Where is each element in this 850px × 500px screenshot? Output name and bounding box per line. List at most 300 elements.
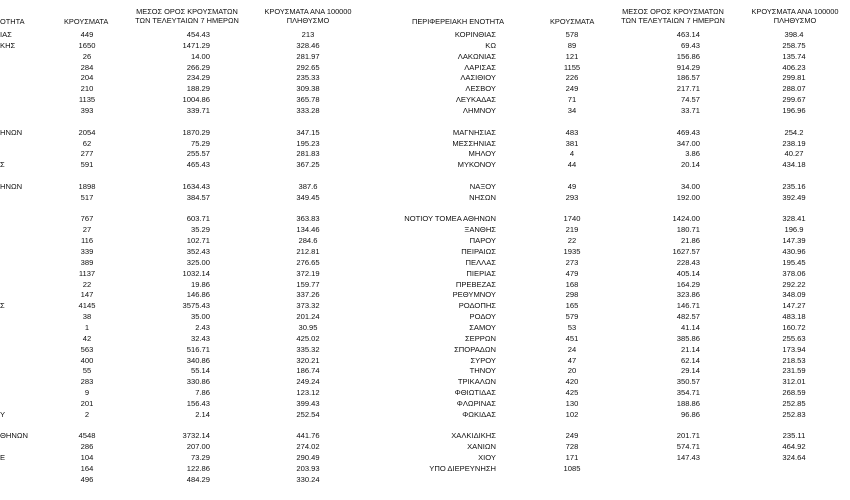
- per100k-cell: 281.97: [296, 51, 320, 61]
- per100k-cell: 292.22: [782, 279, 806, 289]
- avg-cell: 14.00: [190, 51, 210, 61]
- region-cell: ΣΥΡΟΥ: [470, 355, 496, 365]
- cases-cell: 591: [80, 160, 94, 170]
- cases-cell: 479: [565, 268, 579, 278]
- per100k-cell: 399.43: [296, 398, 320, 408]
- avg-cell: 156.43: [186, 398, 210, 408]
- cases-cell: 2054: [78, 127, 96, 137]
- cases-cell: 42: [82, 333, 92, 343]
- avg-cell: 180.71: [676, 225, 700, 235]
- region-cell: ΜΕΣΣΗΝΙΑΣ: [452, 138, 496, 148]
- cases-cell: 38: [82, 312, 92, 322]
- avg-cell: 454.43: [186, 30, 210, 39]
- avg-cell: 1627.57: [672, 247, 700, 256]
- cases-cell: 400: [80, 355, 94, 365]
- region-cell: ΧΑΛΚΙΔΙΚΗΣ: [451, 431, 496, 441]
- region-cell: Υ: [0, 409, 6, 419]
- cases-cell: 121: [565, 51, 579, 61]
- cases-cell: 165: [565, 301, 579, 311]
- region-cell: ΞΑΝΘΗΣ: [464, 225, 496, 235]
- per100k-cell: 406.23: [782, 62, 806, 72]
- region-cell: ΝΗΣΩΝ: [469, 192, 496, 202]
- per100k-cell: 218.53: [782, 355, 806, 365]
- per100k-cell: 312.01: [782, 377, 806, 387]
- region-cell: ΣΕΡΡΩΝ: [464, 333, 496, 343]
- avg-cell: 228.43: [676, 257, 700, 267]
- table-row: [0, 236, 850, 246]
- per100k-cell: 387.6: [298, 181, 318, 191]
- avg-cell: 1870.29: [182, 127, 210, 137]
- avg-cell: 75.29: [190, 138, 210, 148]
- per100k-cell: 249.24: [296, 377, 320, 387]
- per100k-cell: 299.67: [782, 95, 806, 105]
- avg-cell: 325.00: [186, 257, 210, 267]
- table-row: [0, 464, 850, 474]
- cases-cell: 62: [82, 138, 92, 148]
- avg-cell: 146.86: [186, 290, 210, 300]
- per100k-cell: 258.75: [782, 40, 806, 50]
- avg-cell: 484.29: [186, 474, 210, 484]
- per100k-cell: 212.81: [296, 247, 320, 256]
- avg-cell: 603.71: [186, 214, 210, 224]
- per100k-cell: 135.74: [782, 51, 806, 61]
- cases-cell: 1155: [563, 62, 581, 72]
- cases-cell: 767: [80, 214, 94, 224]
- avg-cell: 146.71: [676, 301, 700, 311]
- avg-cell: 201.71: [676, 431, 700, 441]
- table-row: [0, 128, 850, 138]
- avg-cell: 405.14: [676, 268, 700, 278]
- avg-cell: 34.00: [680, 181, 700, 191]
- avg-cell: 35.00: [190, 312, 210, 322]
- table-row: [0, 312, 850, 322]
- per100k-cell: 235.33: [296, 73, 320, 83]
- avg-cell: 186.57: [676, 73, 700, 83]
- per100k-cell: 252.85: [782, 398, 806, 408]
- per100k-cell: 434.18: [782, 160, 806, 170]
- avg-cell: 266.29: [186, 62, 210, 72]
- avg-cell: 164.29: [676, 279, 700, 289]
- per100k-cell: 254.2: [784, 127, 804, 137]
- avg-cell: 516.71: [186, 344, 210, 354]
- table-row: [0, 356, 850, 366]
- avg-cell: 385.86: [676, 333, 700, 343]
- cases-cell: 2: [84, 409, 90, 419]
- table-row: [0, 160, 850, 170]
- cases-cell: 1137: [78, 268, 96, 278]
- right-header-avg: ΜΕΣΟΣ ΟΡΟΣ ΚΡΟΥΣΜΑΤΩΝ ΤΩΝ ΤΕΛΕΥΤΑΙΩΝ 7 ΗΜΕΡΩΝ: [621, 7, 725, 25]
- left-header-region: ΟΤΗΤΑ: [0, 17, 25, 26]
- cases-cell: 226: [565, 73, 579, 83]
- table-row: [0, 258, 850, 268]
- table-row: [0, 52, 850, 62]
- cases-cell: 147: [80, 290, 94, 300]
- cases-cell: 420: [565, 377, 579, 387]
- region-cell: ΠΕΙΡΑΙΩΣ: [461, 247, 496, 256]
- per100k-cell: 333.28: [296, 105, 320, 115]
- table-row: [0, 139, 850, 149]
- per100k-cell: 201.24: [296, 312, 320, 322]
- per100k-cell: 337.26: [296, 290, 320, 300]
- table-row: [0, 377, 850, 387]
- per100k-cell: 309.38: [296, 84, 320, 94]
- table-row: [0, 280, 850, 290]
- cases-cell: 55: [82, 366, 92, 376]
- per100k-cell: 324.64: [782, 453, 806, 463]
- right-header-per100k: ΚΡΟΥΣΜΑΤΑ ΑΝΑ 100000 ΠΛΗΘΥΣΜΟ: [751, 7, 839, 25]
- table-row: [0, 431, 850, 441]
- cases-cell: 286: [80, 442, 94, 452]
- region-cell: ΥΠΟ ΔΙΕΡΕΥΝΗΣΗ: [429, 464, 496, 473]
- cases-cell: 171: [565, 453, 579, 463]
- region-cell: ΙΑΣ: [0, 30, 12, 39]
- table-row: [0, 106, 850, 116]
- cases-cell: 283: [80, 377, 94, 387]
- table-row: [0, 182, 850, 192]
- cases-cell: 102: [565, 409, 579, 419]
- avg-cell: 7.86: [195, 388, 210, 398]
- table-row: [0, 301, 850, 311]
- table-row: [0, 269, 850, 279]
- cases-cell: 4548: [78, 431, 96, 441]
- region-cell: Ε: [0, 453, 6, 463]
- per100k-cell: 430.96: [782, 247, 806, 256]
- table-row: [0, 323, 850, 333]
- region-cell: ΜΗΛΟΥ: [468, 149, 496, 159]
- left-header-per100k: ΚΡΟΥΣΜΑΤΑ ΑΝΑ 100000 ΠΛΗΘΥΣΜΟ: [264, 7, 352, 25]
- avg-cell: 19.86: [190, 279, 210, 289]
- avg-cell: 3575.43: [182, 301, 210, 311]
- avg-cell: 384.57: [186, 192, 210, 202]
- per100k-cell: 134.46: [296, 225, 320, 235]
- avg-cell: 188.29: [186, 84, 210, 94]
- per100k-cell: 196.96: [782, 105, 806, 115]
- region-cell: ΦΘΙΩΤΙΔΑΣ: [454, 388, 496, 398]
- region-cell: ΜΥΚΟΝΟΥ: [457, 160, 496, 170]
- avg-cell: 340.86: [186, 355, 210, 365]
- region-cell: ΚΗΣ: [0, 40, 16, 50]
- cases-cell: 168: [565, 279, 579, 289]
- table-row: [0, 388, 850, 398]
- cases-cell: 425: [565, 388, 579, 398]
- per100k-cell: 328.41: [782, 214, 806, 224]
- table-row: [0, 399, 850, 409]
- cases-cell: 393: [80, 105, 94, 115]
- per100k-cell: 268.59: [782, 388, 806, 398]
- per100k-cell: 186.74: [296, 366, 320, 376]
- cases-cell: 24: [567, 344, 577, 354]
- per100k-cell: 213: [301, 30, 315, 39]
- region-cell: ΠΡΕΒΕΖΑΣ: [455, 279, 496, 289]
- region-cell: Σ: [0, 160, 5, 170]
- table-row: [0, 225, 850, 235]
- region-cell: ΠΑΡΟΥ: [469, 236, 496, 246]
- cases-cell: 1898: [78, 181, 96, 191]
- avg-cell: 465.43: [186, 160, 210, 170]
- avg-cell: 69.43: [680, 40, 700, 50]
- cases-cell: 579: [565, 312, 579, 322]
- cases-cell: 1135: [78, 95, 96, 105]
- per100k-cell: 349.45: [296, 192, 320, 202]
- avg-cell: 21.86: [680, 236, 700, 246]
- region-cell: ΛΑΣΙΘΙΟΥ: [460, 73, 496, 83]
- per100k-cell: 147.39: [782, 236, 806, 246]
- region-cell: ΘΗΝΩΝ: [0, 431, 29, 441]
- cases-cell: 26: [82, 51, 92, 61]
- per100k-cell: 203.93: [296, 464, 320, 473]
- region-cell: ΠΙΕΡΙΑΣ: [466, 268, 496, 278]
- per100k-cell: 363.83: [296, 214, 320, 224]
- table-row: [0, 41, 850, 51]
- avg-cell: 192.00: [676, 192, 700, 202]
- avg-cell: 330.86: [186, 377, 210, 387]
- avg-cell: 350.57: [676, 377, 700, 387]
- per100k-cell: 196.9: [784, 225, 804, 235]
- cases-cell: 27: [82, 225, 92, 235]
- per100k-cell: 252.83: [782, 409, 806, 419]
- avg-cell: 35.29: [190, 225, 210, 235]
- region-cell: Σ: [0, 301, 5, 311]
- per100k-cell: 378.06: [782, 268, 806, 278]
- region-cell: ΝΟΤΙΟΥ ΤΟΜΕΑ ΑΘΗΝΩΝ: [404, 214, 496, 224]
- per100k-cell: 173.94: [782, 344, 806, 354]
- region-cell: ΣΑΜΟΥ: [469, 322, 496, 332]
- avg-cell: 3.86: [685, 149, 700, 159]
- avg-cell: 1424.00: [672, 214, 700, 224]
- left-header-avg: ΜΕΣΟΣ ΟΡΟΣ ΚΡΟΥΣΜΑΤΩΝ ΤΩΝ ΤΕΛΕΥΤΑΙΩΝ 7 ΗΜΕΡΩΝ: [135, 7, 239, 25]
- cases-cell: 1740: [563, 214, 581, 224]
- avg-cell: 33.71: [680, 105, 700, 115]
- table-row: [0, 334, 850, 344]
- cases-cell: 49: [567, 181, 577, 191]
- region-cell: ΛΕΥΚΑΔΑΣ: [455, 95, 496, 105]
- per100k-cell: 328.46: [296, 40, 320, 50]
- avg-cell: 482.57: [676, 312, 700, 322]
- table-row: [0, 410, 850, 420]
- right-header-region: ΠΕΡΙΦΕΡΕΙΑΚΗ ΕΝΟΤΗΤΑ: [412, 17, 504, 26]
- avg-cell: 62.14: [680, 355, 700, 365]
- avg-cell: 122.86: [186, 464, 210, 473]
- cases-cell: 728: [565, 442, 579, 452]
- avg-cell: 20.14: [680, 160, 700, 170]
- cases-cell: 578: [565, 30, 579, 39]
- cases-cell: 1: [84, 322, 90, 332]
- cases-cell: 210: [80, 84, 94, 94]
- region-cell: ΜΑΓΝΗΣΙΑΣ: [452, 127, 496, 137]
- table-row: [0, 345, 850, 355]
- region-cell: ΡΟΔΟΠΗΣ: [458, 301, 496, 311]
- per100k-cell: 425.02: [296, 333, 320, 343]
- region-cell: ΦΛΩΡΙΝΑΣ: [456, 398, 496, 408]
- cases-cell: 284: [80, 62, 94, 72]
- per100k-cell: 392.49: [782, 192, 806, 202]
- avg-cell: 914.29: [676, 62, 700, 72]
- table-row: [0, 149, 850, 159]
- avg-cell: 73.29: [190, 453, 210, 463]
- avg-cell: 354.71: [676, 388, 700, 398]
- per100k-cell: 290.49: [296, 453, 320, 463]
- avg-cell: 469.43: [676, 127, 700, 137]
- avg-cell: 96.86: [680, 409, 700, 419]
- cases-cell: 483: [565, 127, 579, 137]
- per100k-cell: 160.72: [782, 322, 806, 332]
- region-cell: ΤΡΙΚΑΛΩΝ: [457, 377, 496, 387]
- per100k-cell: 372.19: [296, 268, 320, 278]
- avg-cell: 21.14: [680, 344, 700, 354]
- per100k-cell: 292.65: [296, 62, 320, 72]
- avg-cell: 347.00: [676, 138, 700, 148]
- region-cell: ΡΕΘΥΜΝΟΥ: [452, 290, 496, 300]
- cases-cell: 204: [80, 73, 94, 83]
- avg-cell: 147.43: [676, 453, 700, 463]
- table-row: [0, 30, 850, 40]
- cases-cell: 563: [80, 344, 94, 354]
- cases-cell: 104: [80, 453, 94, 463]
- per100k-cell: 30.95: [298, 322, 318, 332]
- avg-cell: 55.14: [190, 366, 210, 376]
- avg-cell: 1032.14: [182, 268, 210, 278]
- table-row: [0, 366, 850, 376]
- per100k-cell: 367.25: [296, 160, 320, 170]
- avg-cell: 2.14: [195, 409, 210, 419]
- per100k-cell: 147.27: [782, 301, 806, 311]
- cases-cell: 130: [565, 398, 579, 408]
- avg-cell: 188.86: [676, 398, 700, 408]
- per100k-cell: 195.23: [296, 138, 320, 148]
- per100k-cell: 284.6: [298, 236, 318, 246]
- cases-cell: 381: [565, 138, 579, 148]
- per100k-cell: 299.81: [782, 73, 806, 83]
- per100k-cell: 123.12: [296, 388, 320, 398]
- per100k-cell: 320.21: [296, 355, 320, 365]
- cases-cell: 116: [80, 236, 94, 246]
- per100k-cell: 398.4: [784, 30, 804, 39]
- table-row: [0, 442, 850, 452]
- cases-cell: 20: [567, 366, 577, 376]
- table-row: [0, 95, 850, 105]
- cases-cell: 89: [567, 40, 577, 50]
- region-cell: ΠΕΛΛΑΣ: [465, 257, 496, 267]
- per100k-cell: 330.24: [296, 474, 320, 484]
- cases-cell: 451: [565, 333, 579, 343]
- region-cell: ΗΝΩΝ: [0, 127, 23, 137]
- region-cell: ΛΕΣΒΟΥ: [465, 84, 496, 94]
- per100k-cell: 159.77: [296, 279, 320, 289]
- cases-cell: 1085: [563, 464, 581, 473]
- avg-cell: 1634.43: [182, 181, 210, 191]
- cases-cell: 496: [80, 474, 94, 484]
- per100k-cell: 238.19: [782, 138, 806, 148]
- region-cell: ΛΑΚΩΝΙΑΣ: [457, 51, 496, 61]
- region-cell: ΧΑΝΙΩΝ: [467, 442, 496, 452]
- cases-cell: 22: [567, 236, 577, 246]
- table-row: [0, 63, 850, 73]
- region-cell: ΣΠΟΡΑΔΩΝ: [454, 344, 496, 354]
- region-cell: ΤΗΝΟΥ: [469, 366, 496, 376]
- per100k-cell: 231.59: [782, 366, 806, 376]
- table-row: [0, 475, 850, 485]
- region-cell: ΛΑΡΙΣΑΣ: [464, 62, 496, 72]
- cases-cell: 298: [565, 290, 579, 300]
- table-row: [0, 214, 850, 224]
- cases-cell: 164: [80, 464, 94, 473]
- cases-cell: 273: [565, 257, 579, 267]
- region-cell: ΚΩ: [485, 40, 496, 50]
- per100k-cell: 281.83: [296, 149, 320, 159]
- avg-cell: 255.57: [186, 149, 210, 159]
- avg-cell: 2.43: [195, 322, 210, 332]
- avg-cell: 41.14: [680, 322, 700, 332]
- right-header-cases: ΚΡΟΥΣΜΑΤΑ: [550, 17, 595, 26]
- table-row: [0, 73, 850, 83]
- per100k-cell: 441.76: [296, 431, 320, 441]
- region-cell: ΦΩΚΙΔΑΣ: [462, 409, 496, 419]
- per100k-cell: 348.09: [782, 290, 806, 300]
- per100k-cell: 373.32: [296, 301, 320, 311]
- cases-cell: 249: [565, 431, 579, 441]
- region-cell: ΚΟΡΙΝΘΙΑΣ: [454, 30, 496, 39]
- per100k-cell: 464.92: [782, 442, 806, 452]
- avg-cell: 1471.29: [182, 40, 210, 50]
- per100k-cell: 347.15: [296, 127, 320, 137]
- region-cell: ΝΑΞΟΥ: [469, 181, 496, 191]
- avg-cell: 102.71: [186, 236, 210, 246]
- cases-cell: 389: [80, 257, 94, 267]
- cases-cell: 277: [80, 149, 94, 159]
- left-header-cases: ΚΡΟΥΣΜΑΤΑ: [64, 17, 109, 26]
- table-row: [0, 193, 850, 203]
- per100k-cell: 274.02: [296, 442, 320, 452]
- per100k-cell: 235.11: [782, 431, 806, 441]
- cases-cell: 219: [565, 225, 579, 235]
- avg-cell: 352.43: [186, 247, 210, 256]
- cases-cell: 517: [80, 192, 94, 202]
- cases-cell: 339: [80, 247, 94, 256]
- cases-cell: 44: [567, 160, 577, 170]
- per100k-cell: 288.07: [782, 84, 806, 94]
- per100k-cell: 335.32: [296, 344, 320, 354]
- per100k-cell: 365.78: [296, 95, 320, 105]
- per100k-cell: 252.54: [296, 409, 320, 419]
- table-row: [0, 453, 850, 463]
- cases-cell: 1650: [78, 40, 96, 50]
- per100k-cell: 195.45: [782, 257, 806, 267]
- avg-cell: 207.00: [186, 442, 210, 452]
- region-cell: ΗΝΩΝ: [0, 181, 23, 191]
- avg-cell: 32.43: [190, 333, 210, 343]
- region-cell: ΧΙΟΥ: [478, 453, 496, 463]
- cases-cell: 1935: [563, 247, 581, 256]
- avg-cell: 217.71: [676, 84, 700, 94]
- avg-cell: 339.71: [186, 105, 210, 115]
- cases-cell: 293: [565, 192, 579, 202]
- avg-cell: 463.14: [676, 30, 700, 39]
- cases-cell: 201: [80, 398, 94, 408]
- avg-cell: 74.57: [680, 95, 700, 105]
- region-cell: ΡΟΔΟΥ: [469, 312, 496, 322]
- per100k-cell: 40.27: [784, 149, 804, 159]
- table-row: [0, 84, 850, 94]
- table-row: [0, 247, 850, 257]
- avg-cell: 29.14: [680, 366, 700, 376]
- cases-cell: 4: [569, 149, 575, 159]
- per100k-cell: 255.63: [782, 333, 806, 343]
- cases-cell: 4145: [78, 301, 96, 311]
- avg-cell: 1004.86: [182, 95, 210, 105]
- avg-cell: 3732.14: [182, 431, 210, 441]
- cases-cell: 9: [84, 388, 90, 398]
- cases-cell: 71: [567, 95, 577, 105]
